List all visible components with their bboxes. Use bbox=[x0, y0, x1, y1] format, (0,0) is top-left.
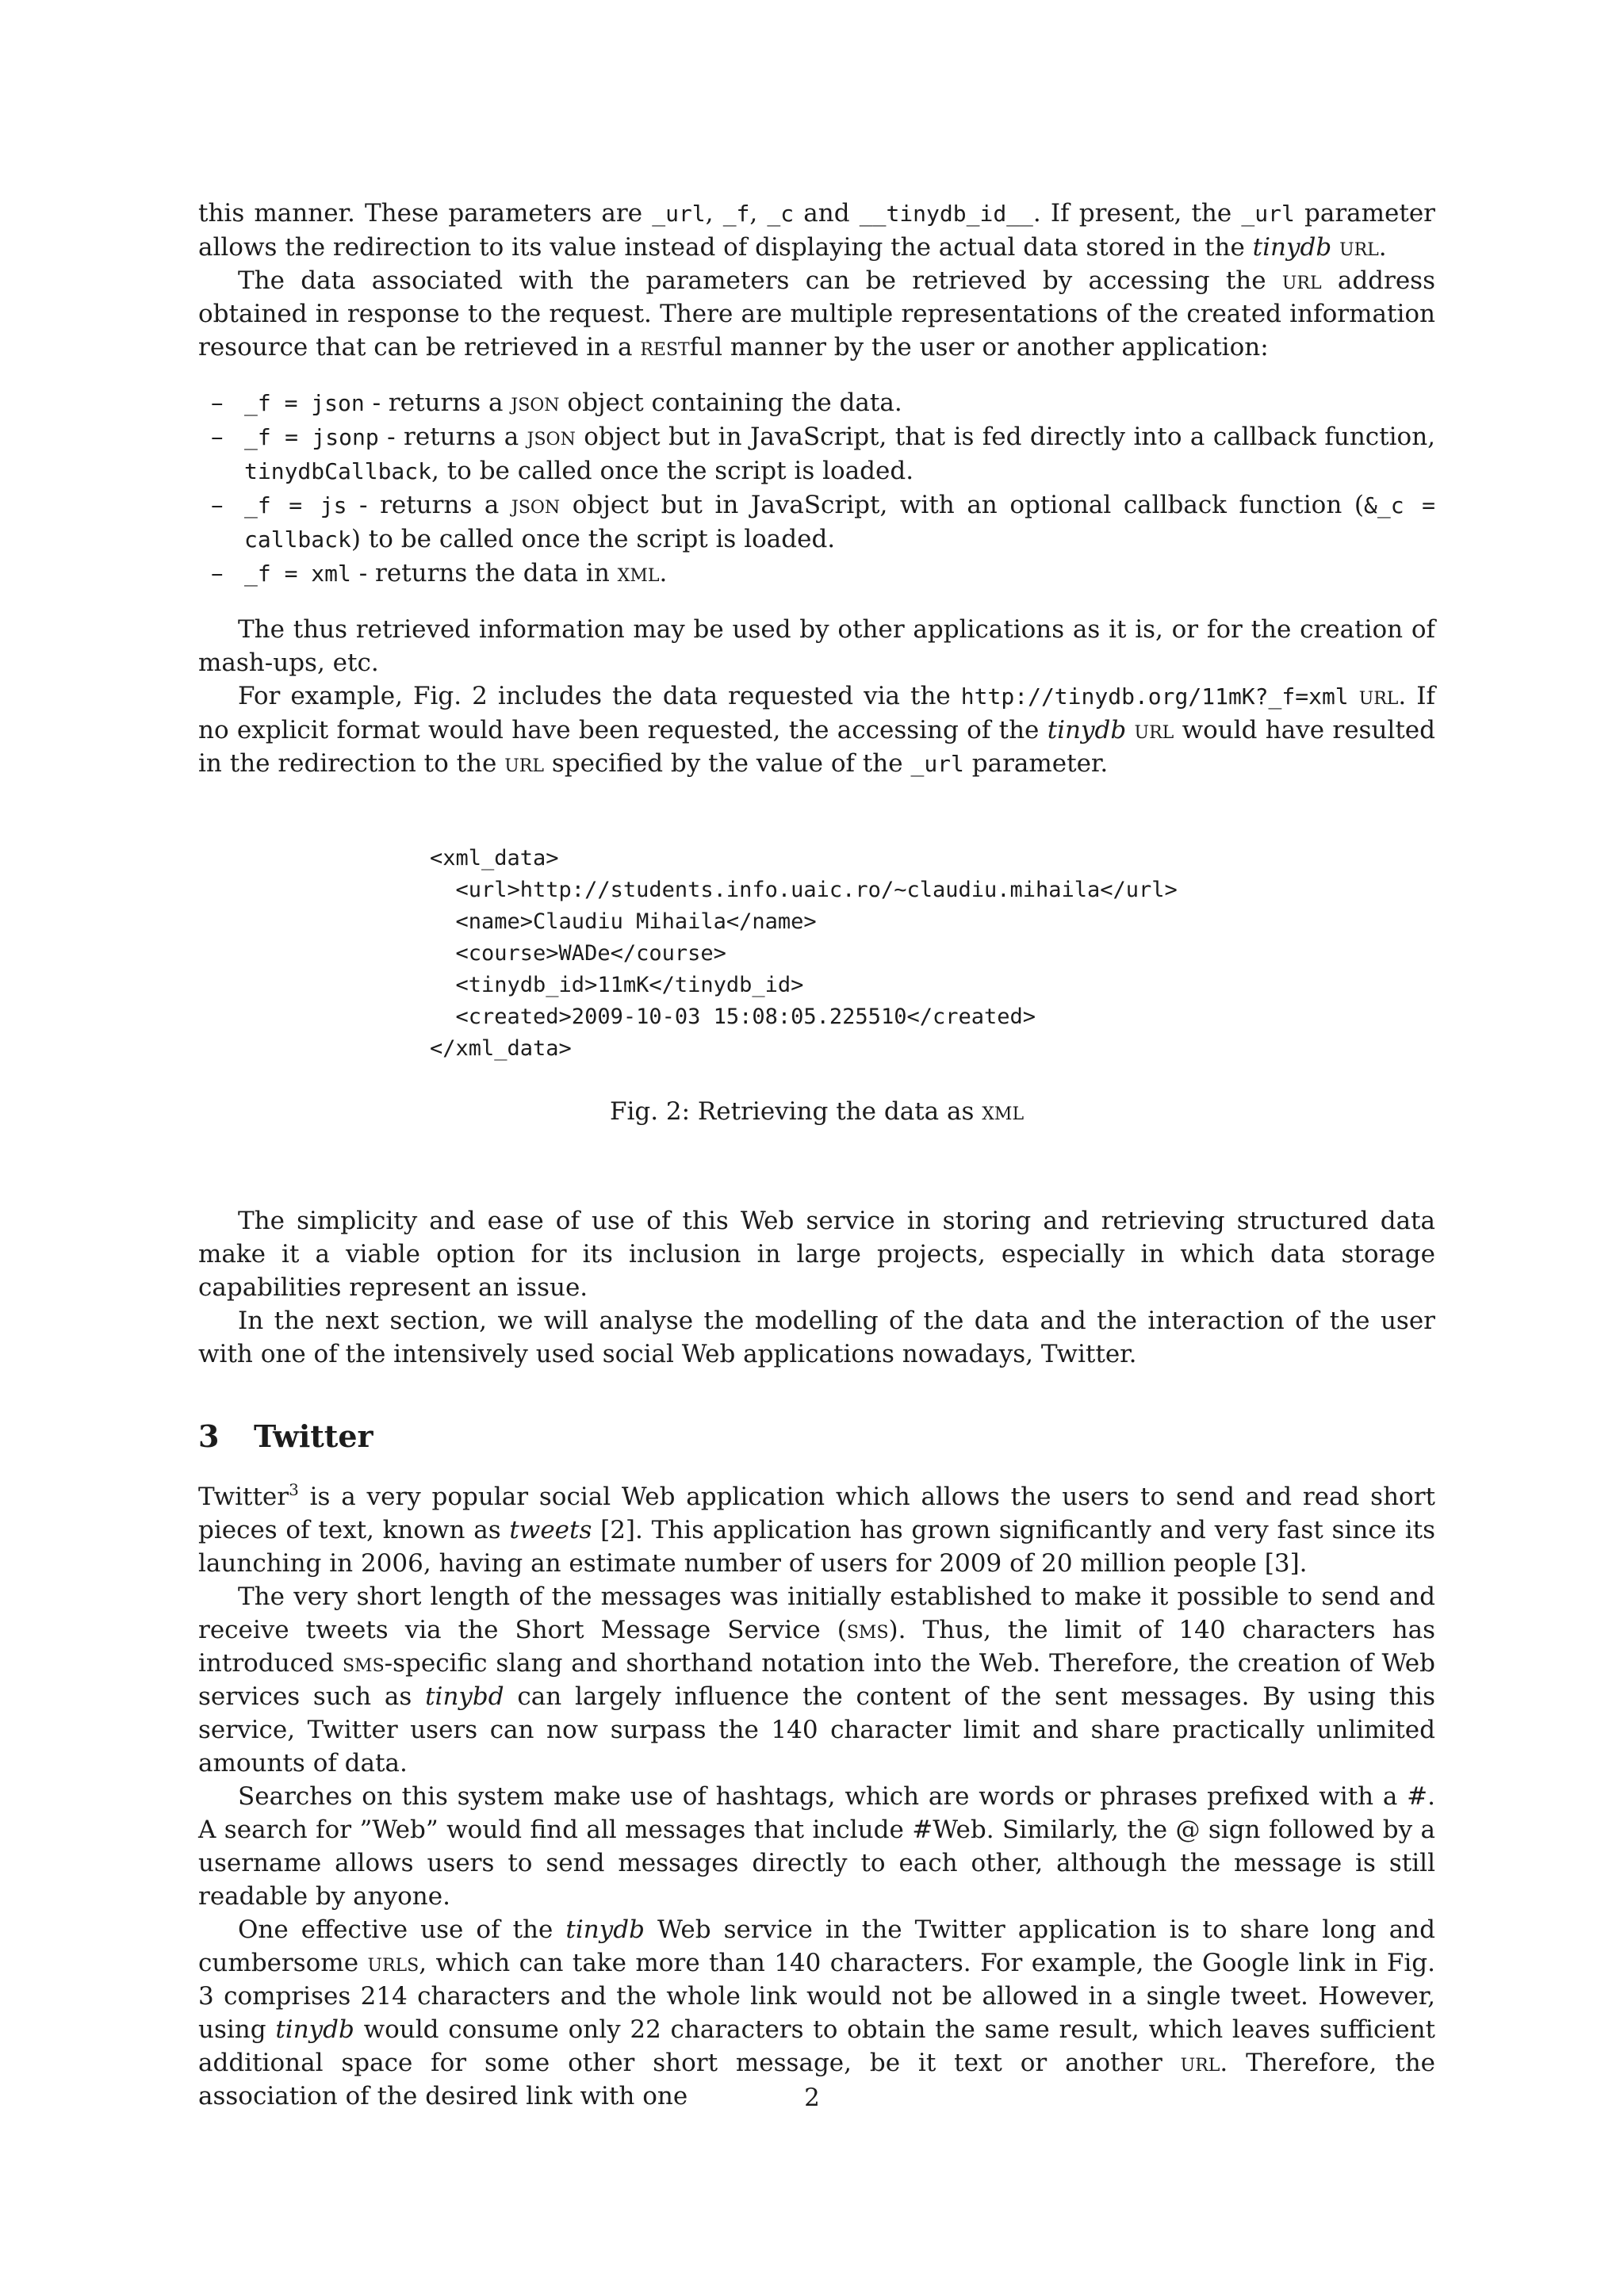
code-line: <url>http://students.info.uaic.ro/~claudiu.mihaila</url> bbox=[430, 878, 1178, 902]
paragraph-sms: The very short length of the messages was initially established to make it possible to send and receive tweets via the Short Message Service (sms). Thus, the limit of 140 characters has introduced sms-specific slang and shorthand notation into the Web. Therefore, the creation of Web services such as tinybd can largely influence the content of the sent messages. By using this service, Twitter users can now surpass the 140 character limit and share practically unlimited amounts of data. bbox=[198, 1582, 1436, 1777]
xml-code-block bbox=[430, 843, 1435, 1065]
code-line: <tinydb_id>11mK</tinydb_id> bbox=[430, 973, 804, 997]
code-line: <created>2009-10-03 15:08:05.225510</created> bbox=[430, 1004, 1036, 1029]
code-url-param: _url bbox=[652, 201, 706, 227]
list-item: – _f = jsonp - returns a json object but in JavaScript, that is fed directly into a callback function, tinydbCallback, to be called once the script is loaded. bbox=[211, 423, 1436, 485]
paragraph-simplicity: The simplicity and ease of use of this Web service in storing and retrieving structured data make it a viable option for its inclusion in large projects, especially in which data storage capabilities represent an issue. bbox=[198, 1207, 1435, 1302]
list-item: – _f = js - returns a json object but in JavaScript, with an optional callback function (&_c = callback) to be called once the script is loaded. bbox=[211, 491, 1435, 553]
paragraph-mashups: The thus retrieved information may be used by other applications as it is, or for the creation of mash-ups, etc. bbox=[198, 615, 1435, 677]
section-title: Twitter bbox=[254, 1418, 373, 1454]
list-item: – _f = xml - returns the data in xml. bbox=[211, 559, 668, 587]
code-tinydb-id-param: __tinydb_id__ bbox=[859, 201, 1033, 227]
code-line: <course>WADe</course> bbox=[430, 941, 726, 966]
paragraph-hashtags: Searches on this system make use of hashtags, which are words or phrases prefixed with a #. A search for ”Web” would find all messages that include #Web. Similarly, the @ sign followed by a username allows users to send messages directly to each other, although the message is still readable by anyone. bbox=[198, 1782, 1435, 1911]
code-line: <name>Claudiu Mihaila</name> bbox=[430, 909, 817, 934]
paragraph-effective-use: One effective use of the tinydb Web service in the Twitter application is to share long and cumbersome urls, which can take more than 140 characters. For example, the Google link in Fig. 3 comprises 214 characters and the whole link would not be allowed in a single tweet. However, using tinydb would consume only 22 characters to obtain the same result, which leaves sufficient additional space for some other short message, be it text or another url. Therefore, the association of the desired link with one bbox=[198, 1915, 1436, 2110]
paragraph-example: For example, Fig. 2 includes the data requested via the http://tinydb.org/11mK?_f=xml url. If no explicit format would have been requested, the accessing of the tinydb url would have resulted in the redirection to the url specified by the value of the _url parameter. bbox=[198, 682, 1436, 778]
figure-caption: Fig. 2: Retrieving the data as xml bbox=[609, 1097, 1025, 1126]
paragraph-next-section: In the next section, we will analyse the modelling of the data and the interaction of the user with one of the intensively used social Web applications nowadays, Twitter. bbox=[198, 1307, 1435, 1368]
footnote-marker: 3 bbox=[289, 1480, 299, 1499]
example-url: http://tinydb.org/11mK?_f=xml bbox=[960, 683, 1349, 710]
code-f-param: _f bbox=[722, 201, 750, 227]
page-body bbox=[198, 197, 1435, 2113]
paragraph-twitter-intro: Twitter$^3$ is a very popular social Web application which allows the users to send and read short pieces of text, known as tweets [2]. This application has grown significantly and very fast since its launching in 2006, having an estimate number of users for 2009 of 20 million people [3]. bbox=[198, 1480, 1435, 1578]
code-line: <xml_data> bbox=[430, 846, 559, 871]
section-heading bbox=[198, 1417, 1435, 1456]
list-item: – _f = json - returns a json object containing the data. bbox=[211, 388, 902, 417]
paragraph-representations: The data associated with the parameters can be retrieved by accessing the url address obtained in response to the request. There are multiple representations of the created information resource that can be retrieved in a restful manner by the user or another application: bbox=[198, 266, 1435, 362]
code-line: </xml_data> bbox=[430, 1036, 572, 1061]
code-c-param: _c bbox=[767, 201, 795, 227]
code-url-param-2: _url bbox=[1241, 201, 1295, 227]
section-number: 3 bbox=[198, 1418, 220, 1454]
format-list bbox=[198, 386, 1435, 591]
paragraph-parameters: this manner. These parameters are _url, _f, _c and __tinydb_id__. If present, the _url parameter allows the redirection to its value instead of displaying the actual data stored in the tinydb url. bbox=[198, 199, 1435, 262]
page-number: 2 bbox=[804, 2084, 820, 2112]
